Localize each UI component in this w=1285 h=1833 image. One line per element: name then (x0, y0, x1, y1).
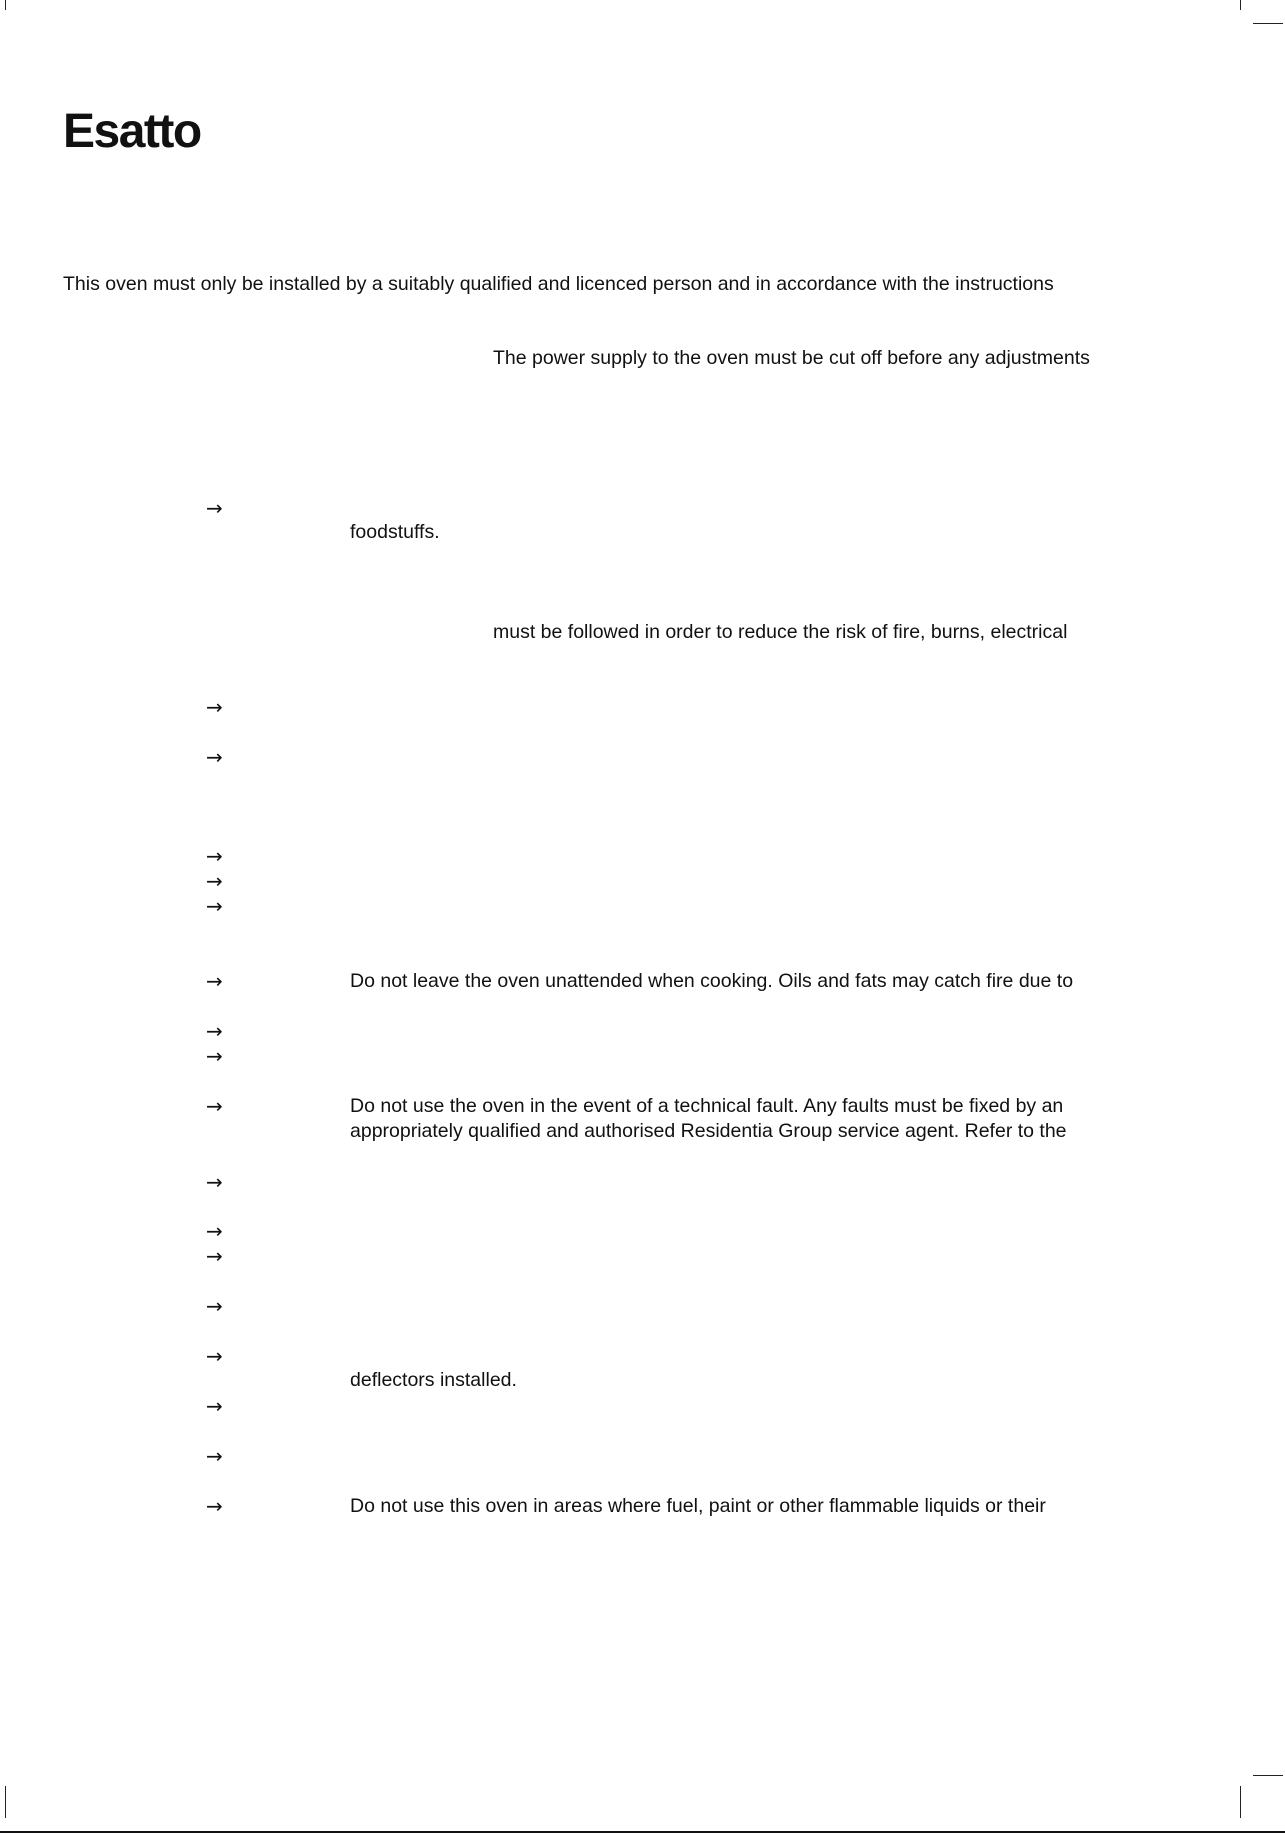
crop-mark-bottom-right (1240, 1786, 1241, 1818)
safety-instructions-text: must be followed in order to reduce the risk of fire, burns, electrical (493, 621, 1068, 643)
crop-mark-top-left (5, 0, 6, 10)
bullet-arrow-icon: → (206, 1344, 223, 1368)
bullet-arrow-icon: → (206, 496, 223, 520)
foodstuffs-text: foodstuffs. (350, 521, 440, 543)
crop-mark-top-right-horizontal (1253, 23, 1283, 24)
bullet-arrow-icon: → (206, 1219, 223, 1243)
flammable-liquids-text: Do not use this oven in areas where fuel, paint or other flammable liquids or their (350, 1495, 1046, 1517)
bullet-arrow-icon: → (206, 1294, 223, 1318)
unattended-warning-text: Do not leave the oven unattended when cooking. Oils and fats may catch fire due to (350, 970, 1074, 992)
bullet-arrow-icon: → (206, 745, 223, 769)
bullet-arrow-icon: → (206, 869, 223, 893)
bullet-arrow-icon: → (206, 844, 223, 868)
technical-fault-text-line2: appropriately qualified and authorised Residentia Group service agent. Refer to the (350, 1120, 1067, 1142)
power-supply-text: The power supply to the oven must be cut off before any adjustments (493, 347, 1090, 369)
bullet-arrow-icon: → (206, 969, 223, 993)
deflectors-text: deflectors installed. (350, 1369, 517, 1391)
bullet-arrow-icon: → (206, 1170, 223, 1194)
technical-fault-text-line1: Do not use the oven in the event of a technical fault. Any faults must be fixed by an (350, 1095, 1064, 1117)
crop-mark-bottom-right-horizontal (1253, 1775, 1283, 1776)
crop-mark-bottom-left (5, 1786, 6, 1818)
bullet-arrow-icon: → (206, 1394, 223, 1418)
bullet-arrow-icon: → (206, 695, 223, 719)
bullet-arrow-icon: → (206, 1044, 223, 1068)
bullet-arrow-icon: → (206, 1094, 223, 1118)
brand-logo: Esatto (63, 105, 201, 158)
install-warning-text: This oven must only be installed by a suitably qualified and licenced person and in accordance with the instructions (63, 273, 1054, 295)
bullet-arrow-icon: → (206, 894, 223, 918)
crop-mark-top-right (1240, 0, 1241, 10)
bullet-arrow-icon: → (206, 1019, 223, 1043)
bullet-arrow-icon: → (206, 1444, 223, 1468)
bullet-arrow-icon: → (206, 1244, 223, 1268)
bullet-arrow-icon: → (206, 1494, 223, 1518)
